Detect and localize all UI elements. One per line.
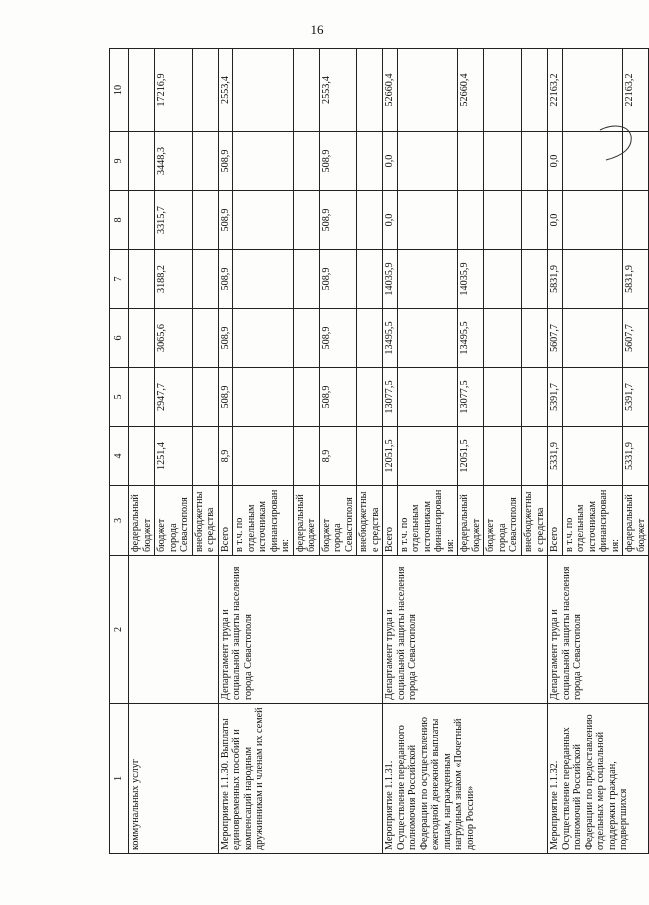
source-cell: в т.ч. по отдельным источникам финансирования: — [233, 486, 294, 556]
value-cell — [484, 250, 522, 309]
value-cell — [562, 309, 623, 368]
value-cell: 13077,5 — [458, 368, 484, 427]
value-cell: 12051,5 — [383, 427, 398, 486]
value-cell — [293, 191, 319, 250]
value-cell: 17216,9 — [155, 49, 193, 132]
value-cell — [397, 49, 458, 132]
value-cell — [397, 309, 458, 368]
value-cell: 5391,7 — [548, 368, 563, 427]
value-cell — [521, 49, 547, 132]
value-cell — [357, 132, 383, 191]
value-cell: 2947,7 — [155, 368, 193, 427]
value-cell: 1251,4 — [155, 427, 193, 486]
source-cell: Всего — [218, 486, 233, 556]
source-cell: федеральный бюджет — [623, 486, 649, 556]
value-cell: 2553,4 — [218, 49, 233, 132]
value-cell — [521, 132, 547, 191]
source-cell: федеральный бюджет — [293, 486, 319, 556]
value-cell — [233, 309, 294, 368]
value-cell — [458, 191, 484, 250]
value-cell: 508,9 — [218, 368, 233, 427]
value-cell — [192, 250, 218, 309]
value-cell — [233, 191, 294, 250]
source-cell: бюджет города Севастополя — [484, 486, 522, 556]
value-cell: 5607,7 — [548, 309, 563, 368]
header-cell: 8 — [110, 191, 129, 250]
value-cell: 508,9 — [319, 309, 357, 368]
value-cell: 5607,7 — [623, 309, 649, 368]
header-cell: 3 — [110, 486, 129, 556]
funding-table — [109, 48, 649, 854]
value-cell — [293, 132, 319, 191]
header-cell: 4 — [110, 427, 129, 486]
value-cell — [521, 250, 547, 309]
value-cell — [129, 368, 155, 427]
value-cell: 5331,9 — [548, 427, 563, 486]
header-cell: 6 — [110, 309, 129, 368]
value-cell: 0,0 — [548, 132, 563, 191]
header-cell: 10 — [110, 49, 129, 132]
source-cell: бюджет города Севастополя — [319, 486, 357, 556]
source-cell: в т.ч. по отдельным источникам финансирования: — [562, 486, 623, 556]
value-cell: 5831,9 — [548, 250, 563, 309]
header-cell: 9 — [110, 132, 129, 191]
value-cell — [357, 250, 383, 309]
header-cell: 7 — [110, 250, 129, 309]
measure-cell: Мероприятие 1.1.32. Осуществление переданных полномочий Российской Федерации по предоставлению отдельных мер социальной поддержки граждан, подвергшихся — [548, 704, 649, 854]
value-cell — [233, 368, 294, 427]
value-cell — [129, 250, 155, 309]
pen-mark-icon — [598, 122, 634, 162]
value-cell — [562, 250, 623, 309]
value-cell — [357, 191, 383, 250]
value-cell: 8,9 — [319, 427, 357, 486]
value-cell: 5831,9 — [623, 250, 649, 309]
executor-cell — [129, 556, 219, 704]
value-cell — [293, 368, 319, 427]
value-cell: 508,9 — [218, 309, 233, 368]
value-cell — [562, 427, 623, 486]
value-cell — [397, 427, 458, 486]
value-cell: 22163,2 — [548, 49, 563, 132]
value-cell — [397, 132, 458, 191]
value-cell — [397, 191, 458, 250]
value-cell — [357, 427, 383, 486]
value-cell — [192, 368, 218, 427]
value-cell — [293, 49, 319, 132]
source-cell: федеральный бюджет — [458, 486, 484, 556]
value-cell — [521, 309, 547, 368]
value-cell — [397, 250, 458, 309]
value-cell — [484, 132, 522, 191]
value-cell — [293, 250, 319, 309]
value-cell: 0,0 — [383, 191, 398, 250]
value-cell — [192, 427, 218, 486]
value-cell: 14035,9 — [458, 250, 484, 309]
value-cell: 508,9 — [319, 368, 357, 427]
value-cell: 3315,7 — [155, 191, 193, 250]
value-cell — [484, 309, 522, 368]
executor-cell: Департамент труда и социальной защиты населения города Севастополя — [548, 556, 649, 704]
measure-cell: коммунальных услуг — [129, 704, 219, 854]
table-row — [383, 49, 398, 854]
value-cell: 12051,5 — [458, 427, 484, 486]
value-cell — [484, 49, 522, 132]
table-row — [218, 49, 233, 854]
value-cell: 508,9 — [319, 191, 357, 250]
value-cell: 13495,5 — [458, 309, 484, 368]
value-cell — [233, 132, 294, 191]
value-cell — [293, 427, 319, 486]
value-cell — [233, 49, 294, 132]
value-cell: 508,9 — [218, 191, 233, 250]
value-cell: 52660,4 — [383, 49, 398, 132]
value-cell — [357, 49, 383, 132]
value-cell — [129, 309, 155, 368]
value-cell — [562, 49, 623, 132]
value-cell — [521, 191, 547, 250]
page-number: 16 — [310, 22, 324, 37]
value-cell: 3188,2 — [155, 250, 193, 309]
header-cell: 2 — [110, 556, 129, 704]
source-cell: Всего — [383, 486, 398, 556]
value-cell: 13495,5 — [383, 309, 398, 368]
value-cell: 22163,2 — [623, 49, 649, 132]
value-cell: 0,0 — [383, 132, 398, 191]
header-cell: 1 — [110, 704, 129, 854]
value-cell: 8,9 — [218, 427, 233, 486]
value-cell — [129, 49, 155, 132]
value-cell — [623, 191, 649, 250]
table-row — [129, 49, 155, 854]
value-cell — [397, 368, 458, 427]
source-cell: внебюджетные средства — [192, 486, 218, 556]
value-cell — [484, 191, 522, 250]
value-cell — [562, 191, 623, 250]
value-cell: 52660,4 — [458, 49, 484, 132]
value-cell: 3065,6 — [155, 309, 193, 368]
source-cell: внебюджетные средства — [521, 486, 547, 556]
value-cell — [484, 427, 522, 486]
source-cell: внебюджетные средства — [357, 486, 383, 556]
value-cell: 508,9 — [319, 132, 357, 191]
value-cell — [293, 309, 319, 368]
value-cell — [562, 368, 623, 427]
value-cell — [233, 250, 294, 309]
value-cell — [192, 191, 218, 250]
measure-cell: Мероприятие 1.1.30. Выплаты единовременных пособий и компенсаций народным дружинникам и членам их семей — [218, 704, 383, 854]
value-cell — [192, 309, 218, 368]
source-cell: федеральный бюджет — [129, 486, 155, 556]
value-cell: 5391,7 — [623, 368, 649, 427]
value-cell — [521, 427, 547, 486]
value-cell — [129, 132, 155, 191]
source-cell: бюджет города Севастополя — [155, 486, 193, 556]
source-cell: Всего — [548, 486, 563, 556]
value-cell — [357, 368, 383, 427]
value-cell — [129, 427, 155, 486]
value-cell: 0,0 — [548, 191, 563, 250]
value-cell — [192, 49, 218, 132]
rotated-table-wrapper — [109, 49, 647, 854]
executor-cell: Департамент труда и социальной защиты населения города Севастополя — [218, 556, 383, 704]
value-cell — [521, 368, 547, 427]
value-cell — [484, 368, 522, 427]
executor-cell: Департамент труда и социальной защиты населения города Севастополя — [383, 556, 548, 704]
value-cell: 5331,9 — [623, 427, 649, 486]
value-cell: 14035,9 — [383, 250, 398, 309]
value-cell: 3448,3 — [155, 132, 193, 191]
value-cell — [458, 132, 484, 191]
table-row — [548, 49, 563, 854]
header-row — [110, 49, 129, 854]
measure-cell: Мероприятие 1.1.31. Осуществление переданного полномочия Российской Федерации по осуществлению ежегодной денежной выплаты лицам, награжденным нагрудным знаком «Почетный донор России» — [383, 704, 548, 854]
value-cell — [233, 427, 294, 486]
source-cell: в т.ч. по отдельным источникам финансирования: — [397, 486, 458, 556]
value-cell: 2553,4 — [319, 49, 357, 132]
value-cell: 508,9 — [319, 250, 357, 309]
value-cell: 13077,5 — [383, 368, 398, 427]
value-cell — [192, 132, 218, 191]
value-cell — [357, 309, 383, 368]
value-cell: 508,9 — [218, 250, 233, 309]
value-cell: 508,9 — [218, 132, 233, 191]
header-cell: 5 — [110, 368, 129, 427]
value-cell — [129, 191, 155, 250]
